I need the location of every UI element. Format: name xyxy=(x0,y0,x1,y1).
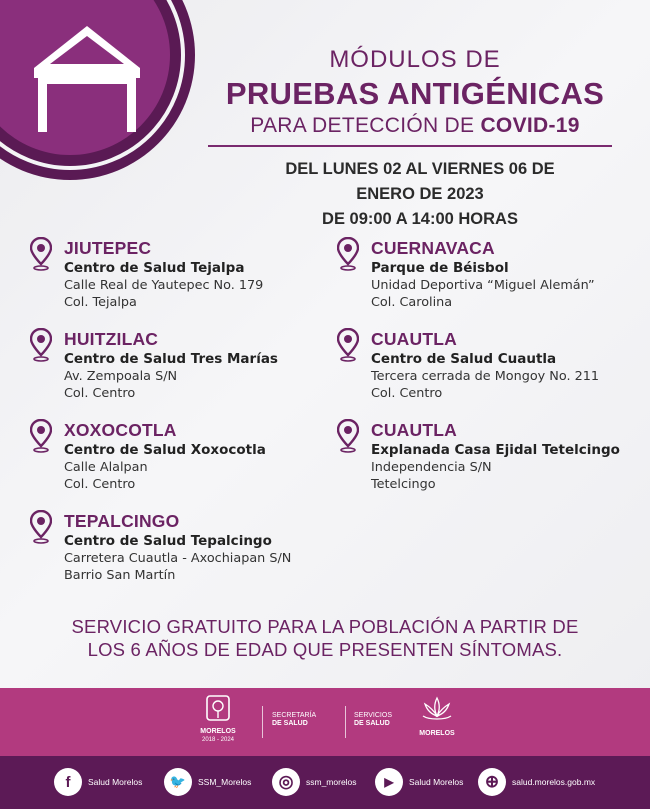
secretaria-line-1: SECRETARÍA xyxy=(272,712,317,719)
location-address: Independencia S/N xyxy=(371,460,492,475)
location-pin-icon xyxy=(30,328,52,362)
location-place: Centro de Salud Tejalpa xyxy=(64,260,245,276)
location-pin-icon xyxy=(30,237,52,271)
location-pin-icon xyxy=(30,419,52,453)
location-area: Col. Tejalpa xyxy=(64,295,137,310)
servicios-line-1: SERVICIOS xyxy=(354,712,392,719)
location-place: Parque de Béisbol xyxy=(371,260,509,276)
location-city: CUAUTLA xyxy=(371,420,457,440)
location-address: Calle Alalpan xyxy=(64,460,148,475)
location-city: CUAUTLA xyxy=(371,329,457,349)
schedule-line-1: DEL LUNES 02 AL VIERNES 06 DE xyxy=(285,160,555,178)
morelos-flower-text: MORELOS xyxy=(419,730,455,737)
logos-band xyxy=(0,688,650,756)
morelos-logo-years: 2018 - 2024 xyxy=(201,737,235,743)
location-place: Centro de Salud Cuautla xyxy=(371,351,557,367)
title-line-3 xyxy=(205,114,625,138)
secretaria-line-2: DE SALUD xyxy=(272,720,308,727)
logo-divider xyxy=(262,706,263,738)
title-line-2: PRUEBAS ANTIGÉNICAS xyxy=(225,76,605,111)
social-link-twitter[interactable] xyxy=(164,767,251,797)
location-city: JIUTEPEC xyxy=(64,238,152,258)
location-place: Centro de Salud Tres Marías xyxy=(64,351,278,367)
location-address: Unidad Deportiva “Miguel Alemán” xyxy=(371,278,595,293)
location-city: HUITZILAC xyxy=(64,329,159,349)
flower-icon xyxy=(419,694,455,726)
social-link-website[interactable] xyxy=(478,767,595,797)
free-service-line-1: SERVICIO GRATUITO PARA LA POBLACIÓN A PARTIR DE xyxy=(71,616,579,637)
social-link-youtube[interactable] xyxy=(375,767,463,797)
facebook-icon: f xyxy=(54,768,82,796)
location-pin-icon xyxy=(30,510,52,544)
location-pin-icon xyxy=(337,419,359,453)
title-line-1: MÓDULOS DE xyxy=(329,46,501,73)
free-service-note xyxy=(20,615,630,661)
tent-icon xyxy=(28,22,146,134)
schedule-line-2: ENERO DE 2023 xyxy=(356,185,484,203)
location-city: TEPALCINGO xyxy=(64,511,180,531)
location-city: CUERNAVACA xyxy=(371,238,495,258)
morelos-logo-text: MORELOS xyxy=(200,728,236,735)
location-address: Av. Zempoala S/N xyxy=(64,369,178,384)
social-label: ssm_morelos xyxy=(306,777,357,787)
social-label: SSM_Morelos xyxy=(198,777,252,787)
location-area: Tetelcingo xyxy=(371,477,436,492)
social-link-facebook[interactable] xyxy=(54,767,142,797)
servicios-salud-logo xyxy=(354,712,414,728)
location-address: Tercera cerrada de Mongoy No. 211 xyxy=(371,369,600,384)
servicios-line-2: DE SALUD xyxy=(354,720,390,727)
morelos-logo xyxy=(196,694,240,744)
social-label: Salud Morelos xyxy=(409,777,464,787)
secretaria-salud-logo xyxy=(272,712,332,728)
location-address: Carretera Cuautla - Axochiapan S/N xyxy=(64,551,292,566)
social-label: Salud Morelos xyxy=(88,777,143,787)
title-block xyxy=(205,46,625,138)
social-band xyxy=(0,756,650,809)
title-line-3-bold: COVID-19 xyxy=(480,114,580,137)
location-pin-icon xyxy=(337,237,359,271)
location-area: Col. Centro xyxy=(371,386,443,401)
logo-divider xyxy=(345,706,346,738)
location-area: Barrio San Martín xyxy=(64,568,176,583)
twitter-icon: 🐦 xyxy=(164,768,192,796)
location-place: Explanada Casa Ejidal Tetelcingo xyxy=(371,442,620,458)
instagram-icon: ◎ xyxy=(272,768,300,796)
location-place: Centro de Salud Tepalcingo xyxy=(64,533,272,549)
title-line-3-prefix: PARA DETECCIÓN DE xyxy=(250,114,481,137)
title-divider xyxy=(208,145,612,147)
website-icon: ⊕ xyxy=(478,768,506,796)
location-pin-icon xyxy=(337,328,359,362)
morelos-flower-logo xyxy=(412,694,462,738)
location-city: XOXOCOTLA xyxy=(64,420,177,440)
social-link-instagram[interactable] xyxy=(272,767,357,797)
social-label: salud.morelos.gob.mx xyxy=(512,777,596,787)
schedule xyxy=(250,157,590,232)
location-area: Col. Centro xyxy=(64,386,136,401)
location-place: Centro de Salud Xoxocotla xyxy=(64,442,266,458)
schedule-line-3: DE 09:00 A 14:00 HORAS xyxy=(322,210,518,228)
morelos-crest-icon xyxy=(205,694,231,724)
location-area: Col. Carolina xyxy=(371,295,453,310)
youtube-icon: ▶ xyxy=(375,768,403,796)
free-service-line-2: LOS 6 AÑOS DE EDAD QUE PRESENTEN SÍNTOMAS. xyxy=(87,639,563,660)
location-address: Calle Real de Yautepec No. 179 xyxy=(64,278,264,293)
location-area: Col. Centro xyxy=(64,477,136,492)
